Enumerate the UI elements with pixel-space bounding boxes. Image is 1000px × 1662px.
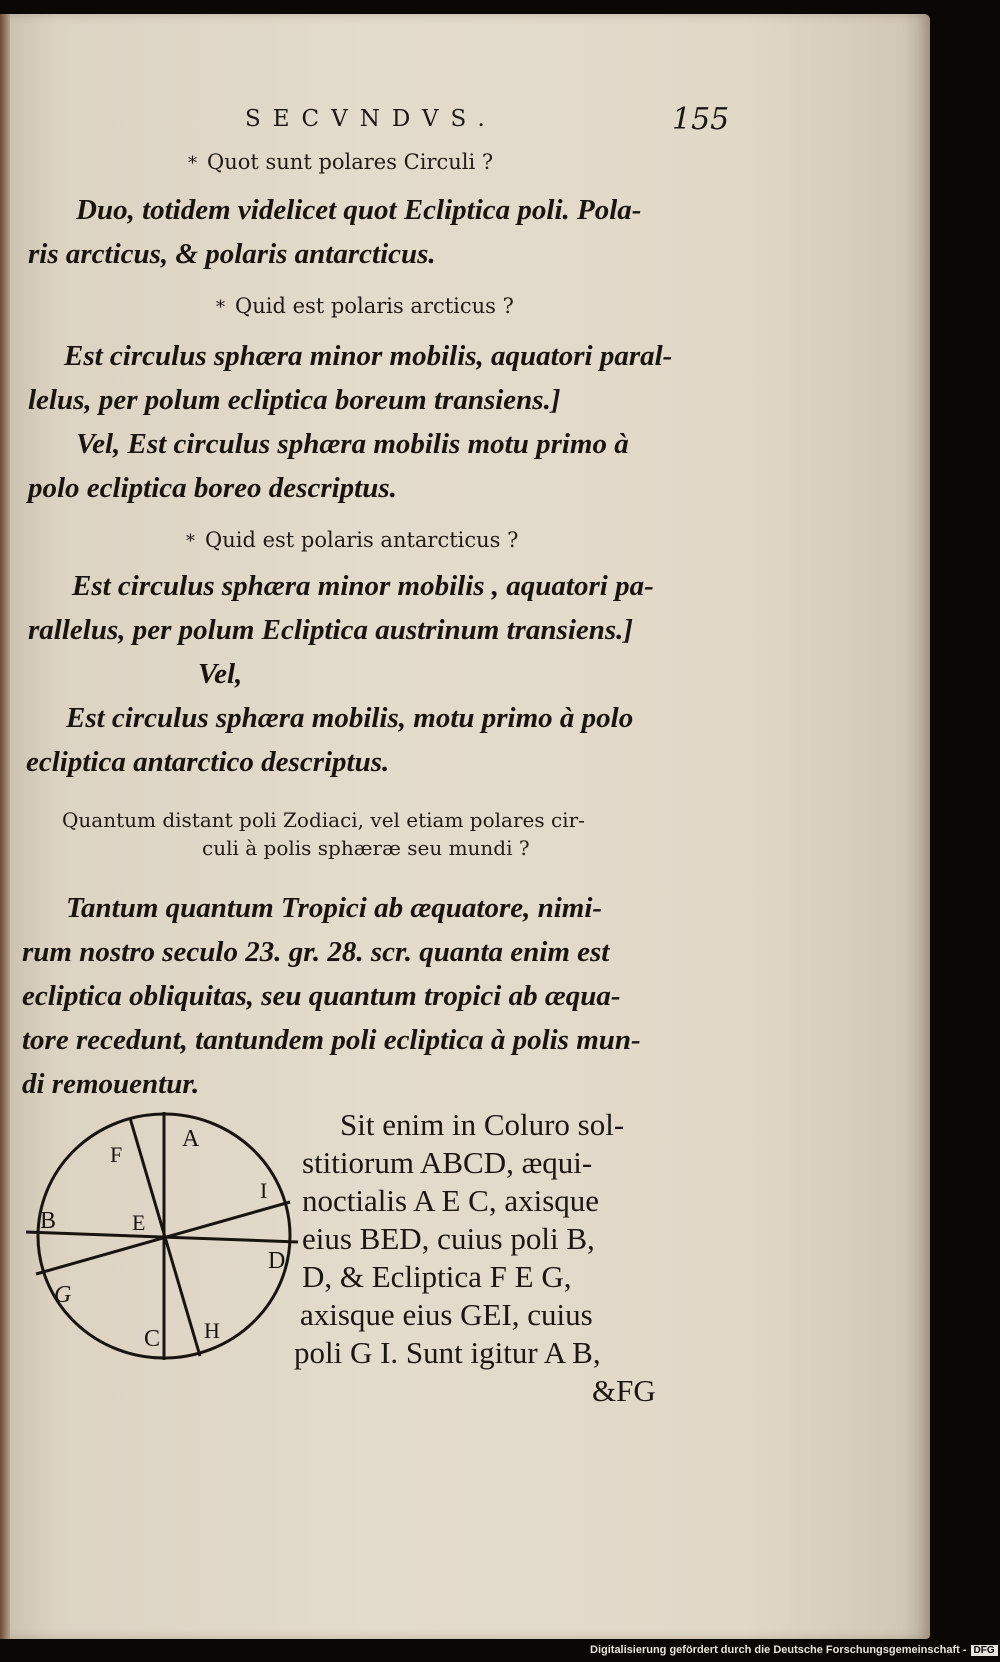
answer-1-line-1: Duo, totidem videlicet quot Ecliptica poli. Pola- [76, 194, 642, 226]
page-number: 155 [672, 102, 730, 137]
answer-1-line-2: ris arcticus, & polaris antarcticus. [28, 238, 436, 270]
answer-4-line-3: ecliptica obliquitas, seu quantum tropici ab æqua- [22, 980, 621, 1012]
asterisk-marker: * [188, 153, 197, 174]
asterisk-marker: * [216, 297, 225, 318]
question-2-text: Quid est polaris arcticus ? [235, 294, 514, 318]
answer-3-line-5: ecliptica antarctico descriptus. [26, 746, 390, 778]
answer-2-line-2: lelus, per polum ecliptica boreum transiens.] [28, 384, 561, 416]
question-1 [188, 150, 493, 174]
figure-text-line-1: Sit enim in Coluro sol- [340, 1107, 625, 1142]
figure-text-line-3: noctialis A E C, axisque [302, 1183, 600, 1218]
colure-diagram [14, 1104, 304, 1374]
asterisk-marker: * [186, 531, 195, 552]
question-4-line-2: culi à polis sphæræ seu mundi ? [202, 836, 530, 860]
page-header [0, 98, 930, 138]
running-head: SECVNDVS. [245, 106, 497, 132]
label-H: H [204, 1318, 220, 1343]
question-4-line-1: Quantum distant poli Zodiaci, vel etiam polares cir- [62, 808, 585, 832]
question-3-text: Quid est polaris antarcticus ? [205, 528, 519, 552]
answer-4-line-4: tore recedunt, tantundem poli ecliptica à polis mun- [22, 1024, 641, 1056]
answer-3-line-2: rallelus, per polum Ecliptica austrinum transiens.] [28, 614, 634, 646]
answer-3-line-4: Est circulus sphæra mobilis, motu primo à polo [66, 702, 634, 734]
answer-4-line-2: rum nostro seculo 23. gr. 28. scr. quanta enim est [22, 936, 610, 968]
figure-text-line-8: &FG [592, 1373, 656, 1408]
figure-text-line-5: D, & Ecliptica F E G, [302, 1259, 572, 1294]
label-A: A [182, 1126, 200, 1152]
answer-3-line-3: Vel, [198, 658, 243, 690]
colure-diagram-svg [14, 1104, 304, 1374]
answer-4-line-5: di remouentur. [22, 1068, 200, 1100]
dfg-logo: DFG [971, 1645, 998, 1656]
figure-text-line-6: axisque eius GEI, cuius [300, 1297, 593, 1332]
answer-4-line-1: Tantum quantum Tropici ab æquatore, nimi- [66, 892, 603, 924]
answer-2-line-3: Vel, Est circulus sphæra mobilis motu primo à [76, 428, 629, 460]
label-E: E [132, 1210, 146, 1235]
question-1-text: Quot sunt polares Circuli ? [207, 150, 494, 174]
label-D: D [268, 1248, 286, 1274]
label-G: G [54, 1282, 72, 1308]
question-2 [216, 294, 514, 318]
label-B: B [40, 1208, 57, 1234]
label-F: F [110, 1142, 123, 1167]
answer-3-line-1: Est circulus sphæra minor mobilis , aquatori pa- [72, 570, 654, 602]
page-binding-edge [0, 14, 10, 1639]
answer-2-line-1: Est circulus sphæra minor mobilis, aquatori paral- [64, 340, 673, 372]
footer-text: Digitalisierung gefördert durch die Deutsche Forschungsgemeinschaft - [590, 1644, 967, 1656]
label-I: I [260, 1178, 268, 1203]
figure-text-line-4: eius BED, cuius poli B, [302, 1221, 595, 1256]
digitization-footer [590, 1644, 998, 1656]
answer-2-line-4: polo ecliptica boreo descriptus. [28, 472, 397, 504]
figure-text-line-2: stitiorum ABCD, æqui- [302, 1145, 593, 1180]
label-C: C [144, 1326, 161, 1352]
question-3 [186, 528, 518, 552]
figure-text-line-7: poli G I. Sunt igitur A B, [294, 1335, 601, 1370]
